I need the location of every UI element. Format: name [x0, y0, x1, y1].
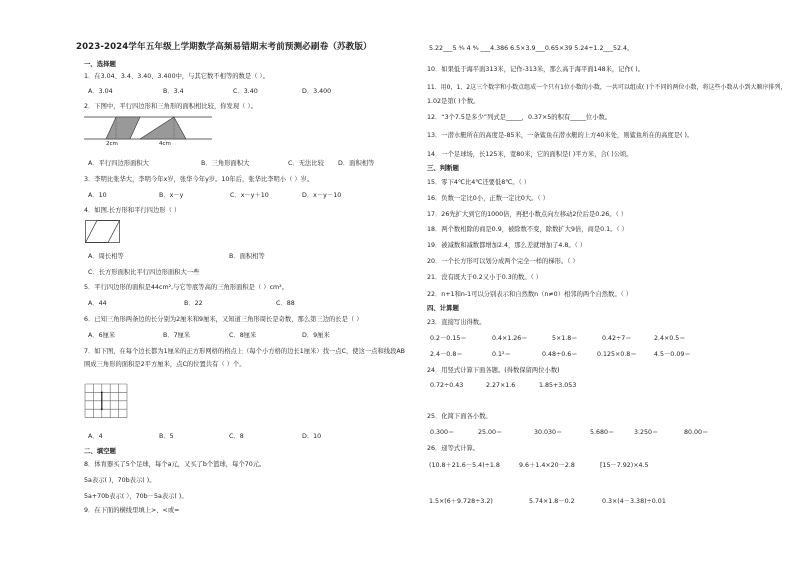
q2-label-4cm: 4cm: [159, 141, 171, 147]
q8-line-2: 5a+70b表示( ），70b－5a表示( )。: [84, 493, 188, 500]
section-judge: 三、判断题: [427, 164, 459, 172]
question-5: 5．平行四边形的面积是44cm²,与它等底等高的三角形面积是（ ）cm²。: [84, 284, 288, 291]
q2-option-b: B．三角形面积大: [201, 160, 250, 167]
q24-item: 1.85+3.053: [539, 382, 577, 389]
triangle-shape: [140, 117, 186, 139]
q26-item: 1.5×(6＋9.728÷3.2): [429, 498, 493, 505]
question-19: 19．被减数和减数都增加2.4，那么差就增加了4.8。（ ）: [427, 242, 587, 249]
question-10: 10．如果低于海平面313米，记作-313米，那么高于海平面148米，记作( )。: [427, 66, 644, 73]
question-22: 22．n+1和n-1可以分别表示和自然数n（n≠0）相邻的两个自然数。（ ）: [427, 291, 633, 298]
q23-item: 2.4×0.5＝: [654, 335, 686, 342]
question-21: 21．没有既大于0.2又小于0.3的数。（ ）: [427, 274, 543, 281]
question-11-line-1: 11．用0，1，2这三个数字和小数点组成一个只有1位小数的小数，一共可以组成( )个不同的两位小数，将这些小数从小到大顺序排列，: [427, 84, 787, 91]
question-18: 18．两个数相除的商是0.9，被除数不变，除数扩大9倍，商是0.1。（ ）: [427, 226, 628, 233]
q1-option-d: D．3.400: [302, 88, 332, 95]
question-9: 9．在下面的横线里填上>、<或=: [84, 507, 180, 514]
q25-item: 5.680＝: [590, 429, 615, 436]
q7-option-b: B．5: [159, 433, 174, 440]
q25-item: 30.030＝: [534, 429, 563, 436]
q26-item: 9.6＋1.4×20－2.8: [519, 462, 575, 469]
q23-item: 2.4－0.8＝: [430, 351, 463, 358]
q25-item: 80.00＝: [684, 429, 709, 436]
q5-option-b: B．22: [184, 300, 203, 307]
question-20: 20．一个长方形可以划分成两个完全一样的梯形。（ ）: [427, 258, 579, 265]
q24-item: 2.27×1.6: [486, 382, 516, 389]
q26-item: (10.8＋21.6－5.4)÷1.8: [429, 462, 500, 469]
question-23: 23．直接写出得数。: [427, 319, 486, 326]
section-calc: 四、计算题: [427, 304, 459, 312]
q7-option-a: A．4: [88, 433, 103, 440]
question-16: 16．负数一定比0小，正数一定比0大。（ ）: [427, 195, 549, 202]
q23-item: 0.1²＝: [492, 351, 511, 358]
question-17: 17．26先扩大到它的1000倍，再把小数点向左移动2位后是0.26。（ ）: [427, 211, 628, 218]
q23-item: 4.5－0.09＝: [654, 351, 691, 358]
q7-option-c: C．8: [229, 433, 244, 440]
q25-item: 25.00＝: [478, 429, 503, 436]
question-4: 4．如图.长方形和平行四边形（ ）: [84, 207, 181, 214]
parallelogram-shape: [106, 117, 140, 139]
q23-item: 0.125×0.8＝: [597, 351, 637, 358]
q2-option-a: A．平行四边形面积大: [88, 160, 149, 167]
question-14: 14．一个足球场，长125米，宽80米，它的面积是( )平方米，合( )公顷。: [427, 151, 633, 158]
question-2: 2．下图中，平行四边形和三角形的面积相比较，你发现（ ）。: [84, 103, 257, 110]
question-1: 1．在3.04、3.4、3.40、3.400中，与其它数不相等的数是（ ）。: [84, 73, 269, 80]
q1-option-b: B．3.4: [163, 88, 184, 95]
q4-option-c: C．长方形面积比平行四边形面积大一些: [88, 269, 200, 276]
q24-item: 0.72÷0.43: [430, 382, 464, 389]
q3-option-c: C．x－y＋10: [230, 192, 269, 199]
question-6: 6．已知三角形两条边的长分别为2厘米和9厘米，又知道三角形周长是奇数，那么第三边的长是（ ）: [84, 316, 363, 323]
question-26: 26．递等式计算。: [427, 445, 480, 452]
q4-figure: [85, 220, 121, 244]
q6-option-a: A．6厘米: [88, 332, 116, 339]
q5-option-a: A．44: [88, 300, 107, 307]
exam-title: 2023-2024学年五年级上学期数学高频易错期末考前预测必刷卷（苏教版）: [76, 42, 372, 52]
q23-item: 5×1.8＝: [552, 335, 578, 342]
section-choice: 一、选择题: [84, 60, 116, 68]
question-25: 25．化简下面各小数。: [427, 413, 492, 420]
q8-line-1: 5a表示( )，70b表示( )。: [84, 477, 156, 484]
q1-option-a: A．3.04: [88, 88, 113, 95]
q6-option-c: C．8厘米: [229, 332, 257, 339]
q6-option-b: B．7厘米: [163, 332, 191, 339]
q3-option-a: A．10: [88, 192, 107, 199]
q23-item: 0.42÷7＝: [602, 335, 632, 342]
q23-item: 0.4×1.26＝: [492, 335, 528, 342]
q9-comparisons: 5.22___5 ⁴⁄₉ 4 ⁸⁄₉ ___4.386 6.5×3.9___0.65×39 5.24÷1.2___52.4。: [429, 45, 634, 52]
question-3: 3．李明比张华大，李明今年x岁，张华今年y岁。10年后，张华比李明小（ ）岁。: [84, 176, 314, 183]
q2-option-d: D．面积相等: [338, 160, 375, 167]
q7-grid-figure: [85, 384, 129, 420]
q6-option-d: D．9厘米: [302, 332, 330, 339]
question-12: 12．“3个7.5是多少”列式是_____，0.37×5的积有_____位小数。: [427, 114, 612, 121]
q3-option-b: B．x－y: [159, 192, 184, 199]
q26-item: 0.3×(4－3.38)÷0.01: [602, 498, 666, 505]
q26-item: 5.74×1.8－0.2: [529, 498, 575, 505]
q4-option-a: A．周长相等: [88, 253, 124, 260]
q3-option-d: D．x－y－10: [302, 192, 342, 199]
question-24: 24．用竖式计算下面各题。(得数保留两位小数): [427, 367, 560, 374]
rectangle-shape: [86, 221, 120, 243]
parallelogram-shape: [86, 221, 120, 243]
q23-item: 0.2－0.15＝: [430, 335, 467, 342]
q25-item: 3.250＝: [634, 429, 659, 436]
q1-option-c: C．3.40: [233, 88, 258, 95]
section-fill: 二、填空题: [84, 447, 116, 455]
q5-option-c: C．88: [276, 300, 295, 307]
q2-label-2cm: 2cm: [106, 141, 118, 147]
question-7-line-1: 7．如下图，在每个边长都为1厘米的正方形网格的格点上（每个小方格的边长1厘米）找一点C，使这一点和线段AB: [84, 348, 405, 355]
question-13: 13．一潜水艇所在的高度是-85米，一条鲨鱼在潜水艇的上方40米处，则鲨鱼所在的高度是( )。: [427, 132, 694, 139]
q4-option-b: B．面积相等: [229, 253, 265, 260]
q25-item: 0.300＝: [430, 429, 455, 436]
question-8: 8．体育器买了5个足球，每个a元，又买了b个篮球，每个70元。: [84, 461, 266, 468]
q7-option-d: D．10: [302, 433, 322, 440]
q26-item: [15－7.92)×4.5: [600, 462, 649, 469]
q2-figure: [84, 115, 214, 147]
q2-option-c: C．无法比较: [288, 160, 324, 167]
question-15: 15．零下4℃比4℃还要低8℃。（ ）: [427, 179, 531, 186]
question-7-line-2: 围成三角形的面积是2平方厘米，点C的位置共有（ ）个。: [84, 361, 246, 368]
q23-item: 0.48÷0.6＝: [542, 351, 578, 358]
question-11-line-2: 1.02是第( )个数。: [427, 98, 480, 105]
